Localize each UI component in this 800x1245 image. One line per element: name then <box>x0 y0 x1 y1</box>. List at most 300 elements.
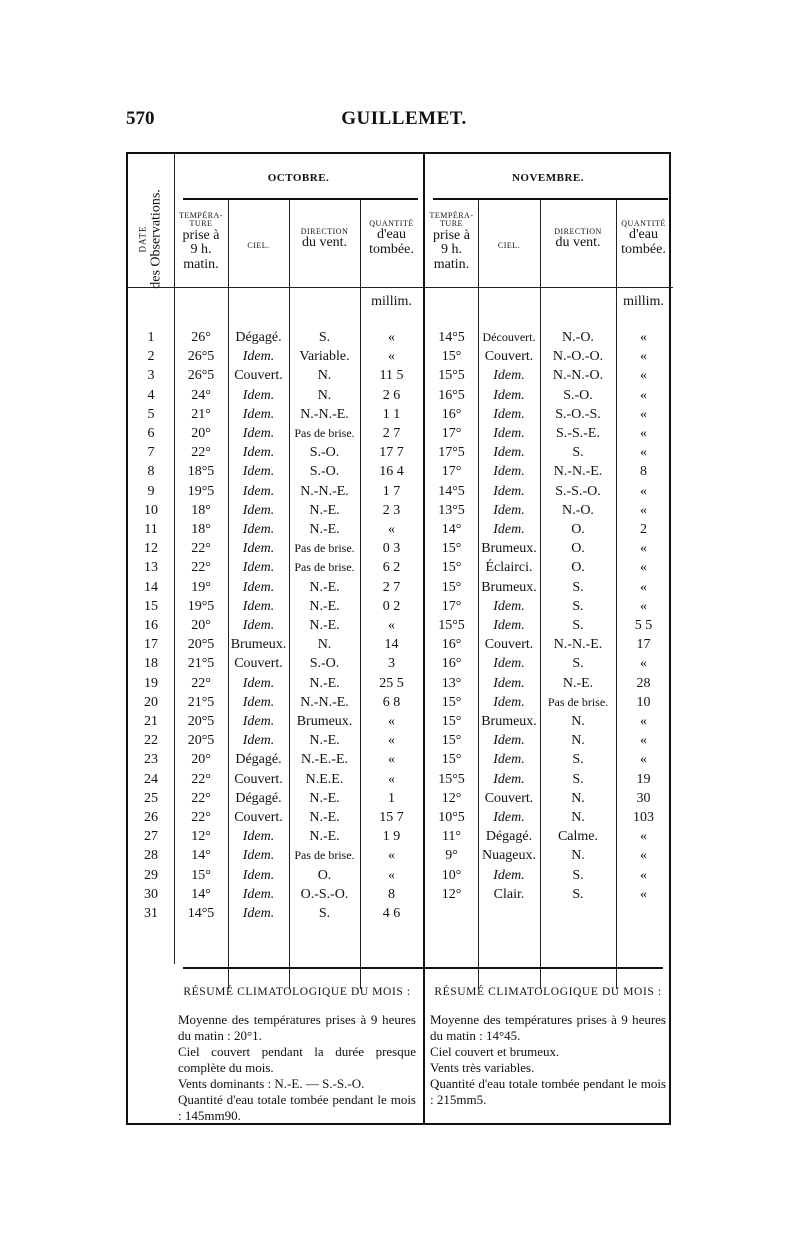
oct-wind-cell: S.-O. <box>309 656 340 672</box>
nov-temp-cell: 15° <box>441 560 462 576</box>
nov-temp-header <box>425 212 478 273</box>
day-cell: 25 <box>144 790 158 806</box>
nov-sky-cell: Couvert. <box>484 349 534 365</box>
oct-rain-cell: 0 2 <box>382 598 401 614</box>
nov-sky-cell: Idem. <box>493 598 525 614</box>
nov-wind-cell: S. <box>572 656 584 672</box>
nov-sky-cell: Idem. <box>493 752 525 768</box>
day-cell: 7 <box>147 445 155 461</box>
nov-rain-cell: 8 <box>640 464 647 480</box>
oct-sky-cell: Idem. <box>242 733 275 749</box>
nov-dir-nm: du vent. <box>555 235 601 251</box>
nov-wind-cell: O. <box>571 560 585 576</box>
day-cell: 2 <box>147 349 155 365</box>
oct-rain-cell: « <box>388 618 395 633</box>
nov-wind-cell: N.-N.-E. <box>553 464 603 480</box>
oct-temp-cell: 22° <box>191 445 211 461</box>
table-row <box>128 349 673 369</box>
oct-temp-cell: 22° <box>191 790 211 806</box>
nov-sky-cell: Découvert. <box>482 330 536 344</box>
day-cell: 23 <box>144 752 158 768</box>
oct-wind-cell: S.-O. <box>309 445 340 461</box>
oct-sky-cell: Idem. <box>242 445 275 461</box>
nov-temp-cell: 15°5 <box>438 771 465 787</box>
nov-sky-cell: Idem. <box>493 445 525 461</box>
resume-november-title: RÉSUMÉ CLIMATOLOGIQUE DU MOIS : <box>434 986 662 998</box>
table-row <box>128 484 673 504</box>
nov-rain-cell: « <box>640 426 647 441</box>
oct-rain-cell: 2 3 <box>382 502 401 518</box>
oct-sky-cell: Idem. <box>242 714 275 729</box>
oct-wind-cell: N.E.E. <box>305 771 344 787</box>
nov-wind-cell: N. <box>571 810 585 825</box>
oct-temp-cell: 26°5 <box>187 368 215 384</box>
nov-temp-cell: 12° <box>441 790 462 806</box>
oct-rain-cell: 25 5 <box>379 675 404 691</box>
nov-rain-cell: « <box>640 541 647 557</box>
oct-temp-cell: 18°5 <box>187 464 215 480</box>
table-row <box>128 887 673 907</box>
nov-temp-cell: 15°5 <box>438 368 465 384</box>
oct-temp-sc2: TURE <box>189 219 213 229</box>
nov-sky-cell: Dégagé. <box>485 829 533 845</box>
nov-temp-cell: 17° <box>441 426 462 441</box>
oct-sky-cell: Idem. <box>242 522 275 537</box>
oct-dir-nm: du vent. <box>301 235 348 251</box>
date-header <box>136 174 166 304</box>
oct-sky-cell: Idem. <box>242 406 275 422</box>
nov-rain-cell: « <box>640 349 647 365</box>
nov-rain-cell: « <box>640 368 647 384</box>
oct-wind-cell: Pas de brise. <box>294 541 355 556</box>
table-row <box>128 868 673 888</box>
day-cell: 19 <box>144 675 158 691</box>
nov-temp-cell: 16° <box>441 637 462 653</box>
table-row <box>128 829 673 849</box>
nov-wind-cell: S. <box>572 886 584 902</box>
oct-temp-cell: 14°5 <box>187 906 215 921</box>
nov-temp-cell: 13° <box>441 675 462 691</box>
oct-temp-cell: 19°5 <box>187 483 215 499</box>
nov-sky-cell: Couvert. <box>484 790 534 806</box>
nov-rain-cell: « <box>640 483 647 499</box>
nov-sky-cell: Idem. <box>493 426 525 441</box>
nov-rain-cell: « <box>640 598 647 614</box>
nov-rain-cell: 28 <box>636 675 651 691</box>
oct-sky-cell: Idem. <box>242 886 275 902</box>
oct-sky-cell: Idem. <box>242 464 275 480</box>
day-cell: 1 <box>147 330 155 345</box>
oct-rain-cell: 1 1 <box>382 406 401 422</box>
nov-rain-cell: « <box>640 848 647 864</box>
oct-temp-cell: 20°5 <box>187 733 215 749</box>
resume-november-line: Vents très variables. <box>430 1060 535 1075</box>
observation-table <box>126 152 671 1125</box>
nov-wind-cell: N.-N.-O. <box>552 368 604 384</box>
nov-wind-cell: S.-S.-O. <box>555 483 601 499</box>
oct-temp-cell: 19° <box>191 579 211 595</box>
oct-wind-cell: N.-E. <box>309 618 340 633</box>
oct-rain-cell: 3 <box>388 656 395 672</box>
nov-wind-cell: O. <box>571 522 585 537</box>
day-cell: 14 <box>144 579 158 595</box>
nov-sky-cell: Nuageux. <box>481 848 537 864</box>
oct-sky-cell: Idem. <box>242 502 275 518</box>
oct-temp-header <box>174 212 228 273</box>
nov-rain-cell: 10 <box>636 694 651 710</box>
oct-ciel-header <box>228 242 289 250</box>
day-cell: 6 <box>147 426 155 441</box>
nov-rain-cell: « <box>640 829 647 845</box>
rule-nov-header <box>433 198 668 200</box>
nov-temp-cell: 15° <box>441 694 462 710</box>
nov-wind-cell: S. <box>572 579 584 595</box>
table-row <box>128 388 673 408</box>
nov-wind-cell: N. <box>571 848 585 864</box>
oct-temp-cell: 26° <box>191 330 211 345</box>
oct-temp-cell: 12° <box>191 829 211 845</box>
nov-sky-cell: Idem. <box>493 483 525 499</box>
oct-temp-cell: 24° <box>191 387 211 403</box>
table-row <box>128 752 673 772</box>
oct-wind-cell: N.-N.-E. <box>300 483 349 499</box>
resume-november <box>430 984 666 1108</box>
nov-sky-cell: Couvert. <box>484 637 534 653</box>
resume-october <box>178 984 416 1124</box>
oct-temp-sc1: TEMPÉRA- <box>179 211 223 220</box>
oct-temp-nm: prise à 9 h. matin. <box>182 227 220 273</box>
day-cell: 27 <box>144 829 158 845</box>
nov-sky-cell: Idem. <box>493 771 525 787</box>
oct-wind-cell: Pas de brise. <box>294 426 355 440</box>
nov-temp-cell: 17° <box>441 598 462 614</box>
oct-rain-cell: 14 <box>384 637 399 653</box>
oct-wind-cell: N.-E. <box>309 598 340 614</box>
oct-qty-unit: millim. <box>371 294 412 309</box>
oct-wind-cell: S. <box>318 330 331 345</box>
oct-rain-cell: 0 3 <box>382 541 401 557</box>
resume-october-line: Vents dominants : N.-E. — S.-S.-O. <box>178 1076 365 1091</box>
oct-rain-cell: 16 4 <box>379 464 404 480</box>
oct-wind-cell: O. <box>317 867 332 883</box>
nov-rain-cell: « <box>640 579 647 595</box>
oct-wind-cell: S. <box>318 906 331 921</box>
nov-wind-cell: S. <box>572 752 584 768</box>
oct-wind-cell: N. <box>317 387 332 403</box>
date-header-line2: des Observations. <box>148 189 164 289</box>
nov-wind-cell: S.-S.-E. <box>556 426 600 441</box>
nov-temp-cell: 10° <box>441 867 462 883</box>
oct-temp-cell: 15° <box>191 867 211 883</box>
oct-rain-cell: « <box>388 867 395 883</box>
oct-dir-sc: DIRECTION <box>300 227 349 236</box>
day-cell: 31 <box>144 906 158 921</box>
oct-wind-cell: N.-N.-E. <box>300 406 349 422</box>
oct-sky-cell: Dégagé. <box>235 752 282 768</box>
oct-rain-cell: « <box>388 522 395 537</box>
nov-sky-cell: Idem. <box>493 733 525 749</box>
nov-sky-cell: Brumeux. <box>481 579 537 595</box>
nov-rain-cell: 30 <box>636 790 651 806</box>
oct-rain-cell: 15 7 <box>379 810 404 825</box>
table-row <box>128 791 673 811</box>
nov-temp-cell: 15°5 <box>438 618 465 633</box>
oct-temp-cell: 21°5 <box>187 656 215 672</box>
table-row <box>128 695 673 715</box>
nov-wind-cell: S. <box>572 445 584 461</box>
oct-rain-cell: « <box>388 752 395 768</box>
oct-wind-cell: N.-E.-E. <box>300 752 349 768</box>
day-cell: 12 <box>144 541 158 557</box>
oct-temp-cell: 20° <box>191 618 211 633</box>
nov-qty-header <box>616 220 671 258</box>
oct-temp-cell: 22° <box>191 675 211 691</box>
rule-oct-header <box>183 198 418 200</box>
nov-dir-sc: DIRECTION <box>554 227 602 236</box>
table-row <box>128 618 673 638</box>
oct-sky-cell: Idem. <box>242 906 275 921</box>
oct-rain-cell: 6 8 <box>382 694 401 710</box>
nov-wind-cell: O. <box>571 541 585 557</box>
day-cell: 3 <box>147 368 155 384</box>
day-cell: 21 <box>144 714 158 729</box>
oct-rain-cell: 1 9 <box>382 829 401 845</box>
nov-temp-cell: 17° <box>441 464 462 480</box>
oct-dir-header <box>289 228 360 251</box>
nov-wind-cell: S. <box>572 771 584 787</box>
day-cell: 18 <box>144 656 158 672</box>
nov-temp-nm: prise à 9 h. matin. <box>433 227 470 273</box>
nov-rain-cell: « <box>640 387 647 403</box>
oct-sky-cell: Idem. <box>242 867 275 883</box>
nov-wind-cell: S. <box>572 867 584 883</box>
oct-wind-cell: N. <box>317 368 332 384</box>
nov-rain-cell: « <box>640 406 647 422</box>
oct-sky-cell: Couvert. <box>234 656 283 672</box>
oct-rain-cell: 1 <box>388 790 395 806</box>
oct-temp-cell: 21° <box>191 406 211 422</box>
oct-temp-cell: 20° <box>191 426 211 441</box>
oct-rain-cell: 1 7 <box>382 483 401 499</box>
oct-sky-cell: Idem. <box>242 694 275 710</box>
oct-wind-cell: N.-E. <box>309 675 340 691</box>
nov-temp-cell: 9° <box>445 848 458 864</box>
oct-sky-cell: Idem. <box>242 579 275 595</box>
nov-dir-header <box>540 228 616 251</box>
oct-sky-cell: Idem. <box>242 560 275 576</box>
oct-qty-sc: QUANTITÉ <box>369 219 414 228</box>
nov-wind-cell: S.-O. <box>563 387 593 403</box>
day-cell: 24 <box>144 771 158 787</box>
nov-rain-cell: « <box>640 560 647 576</box>
oct-wind-cell: N.-N.-E. <box>300 694 349 710</box>
nov-qty-unit: millim. <box>623 294 664 309</box>
nov-ciel-sc: CIEL. <box>497 241 521 250</box>
nov-temp-cell: 15° <box>441 752 462 768</box>
oct-wind-cell: N.-E. <box>309 810 340 825</box>
nov-rain-cell: « <box>640 752 647 768</box>
day-cell: 5 <box>147 406 155 422</box>
nov-qty-sc: QUANTITÉ <box>621 219 666 228</box>
oct-temp-cell: 20°5 <box>187 637 215 653</box>
nov-temp-cell: 15° <box>441 733 462 749</box>
nov-wind-cell: S.-O.-S. <box>555 406 601 422</box>
oct-wind-cell: O.-S.-O. <box>300 886 349 902</box>
resume-october-line: Quantité d'eau totale tombée pendant le mois : 145mm90. <box>178 1092 416 1123</box>
nov-rain-cell: « <box>640 656 647 672</box>
day-cell: 28 <box>144 848 158 864</box>
oct-wind-cell: N.-E. <box>309 733 340 749</box>
nov-temp-cell: 15° <box>441 349 462 365</box>
resume-october-line: Moyenne des températures prises à 9 heures du matin : 20°1. <box>178 1012 416 1043</box>
oct-temp-cell: 22° <box>191 541 211 557</box>
running-head <box>126 108 682 138</box>
nov-rain-cell: « <box>640 502 647 518</box>
table-row <box>128 368 673 388</box>
nov-rain-cell: 2 <box>640 522 647 537</box>
nov-temp-cell: 15° <box>441 541 462 557</box>
nov-wind-cell: N.-O. <box>562 502 594 518</box>
oct-sky-cell: Dégagé. <box>235 330 282 345</box>
oct-sky-cell: Idem. <box>242 675 275 691</box>
resume-november-line: Moyenne des températures prises à 9 heures du matin : 14°45. <box>430 1012 666 1043</box>
nov-temp-cell: 14°5 <box>438 330 465 345</box>
oct-rain-cell: « <box>388 848 395 864</box>
oct-temp-cell: 20° <box>191 752 211 768</box>
day-cell: 13 <box>144 560 158 576</box>
oct-rain-cell: 2 7 <box>382 426 401 441</box>
table-row <box>128 810 673 830</box>
resume-october-line: Ciel couvert pendant la durée presque complète du mois. <box>178 1044 416 1075</box>
table-row <box>128 599 673 619</box>
table-row <box>128 426 673 446</box>
oct-temp-cell: 22° <box>191 810 211 825</box>
table-row <box>128 503 673 523</box>
nov-temp-cell: 15° <box>441 579 462 595</box>
nov-rain-cell: 5 5 <box>634 618 653 633</box>
oct-rain-cell: 11 5 <box>379 368 404 384</box>
nov-temp-cell: 15° <box>441 714 462 729</box>
oct-temp-cell: 19°5 <box>187 598 215 614</box>
nov-sky-cell: Idem. <box>493 618 525 633</box>
day-cell: 15 <box>144 598 158 614</box>
oct-temp-cell: 21°5 <box>187 694 215 710</box>
oct-sky-cell: Idem. <box>242 349 275 365</box>
oct-wind-cell: N.-E. <box>309 502 340 518</box>
table-row <box>128 714 673 734</box>
oct-temp-cell: 20°5 <box>187 714 215 729</box>
oct-sky-cell: Brumeux. <box>230 637 287 653</box>
nov-rain-cell: 17 <box>636 637 651 653</box>
oct-rain-cell: « <box>388 349 395 365</box>
table-row <box>128 560 673 580</box>
nov-temp-cell: 14°5 <box>438 483 465 499</box>
nov-wind-cell: Pas de brise. <box>547 694 609 709</box>
nov-sky-cell: Idem. <box>493 502 525 518</box>
oct-rain-cell: 2 7 <box>382 579 401 595</box>
day-cell: 11 <box>144 522 158 537</box>
table-row <box>128 541 673 561</box>
oct-wind-cell: Variable. <box>299 349 350 365</box>
oct-sky-cell: Idem. <box>242 483 275 499</box>
table-row <box>128 522 673 542</box>
oct-wind-cell: Pas de brise. <box>294 560 355 575</box>
oct-wind-cell: N.-E. <box>309 522 340 537</box>
day-cell: 4 <box>147 387 155 403</box>
oct-sky-cell: Idem. <box>242 829 275 845</box>
table-row <box>128 676 673 696</box>
oct-sky-cell: Couvert. <box>234 368 283 384</box>
table-row <box>128 637 673 657</box>
oct-sky-cell: Couvert. <box>234 771 283 787</box>
oct-ciel-sc: CIEL. <box>247 241 270 250</box>
resume-november-line: Quantité d'eau totale tombée pendant le mois : 215mm5. <box>430 1076 666 1107</box>
oct-rain-cell: « <box>388 733 395 749</box>
oct-sky-cell: Couvert. <box>234 810 283 825</box>
nov-temp-cell: 14° <box>441 522 462 537</box>
oct-temp-cell: 14° <box>191 886 211 902</box>
day-cell: 8 <box>147 464 155 480</box>
rule-subheader <box>128 287 673 288</box>
nov-temp-cell: 11° <box>441 829 462 845</box>
nov-temp-sc2: TURE <box>440 219 463 229</box>
nov-sky-cell: Idem. <box>493 694 525 710</box>
nov-rain-cell: « <box>640 714 647 729</box>
table-row <box>128 906 673 926</box>
nov-sky-cell: Idem. <box>493 406 525 422</box>
nov-temp-cell: 16° <box>441 406 462 422</box>
nov-sky-cell: Clair. <box>493 886 525 902</box>
oct-rain-cell: « <box>388 330 395 345</box>
oct-rain-cell: « <box>388 771 395 787</box>
nov-temp-cell: 13°5 <box>438 502 465 518</box>
oct-sky-cell: Idem. <box>242 598 275 614</box>
oct-wind-cell: N.-E. <box>309 829 340 845</box>
day-cell: 10 <box>144 502 158 518</box>
rule-resume-top <box>183 967 663 969</box>
nov-wind-cell: S. <box>572 598 584 614</box>
oct-sky-cell: Dégagé. <box>235 790 282 806</box>
nov-rain-cell: 103 <box>633 810 654 825</box>
oct-sky-cell: Idem. <box>242 426 275 441</box>
table-row <box>128 464 673 484</box>
oct-temp-cell: 18° <box>191 522 211 537</box>
oct-rain-cell: 4 6 <box>382 906 401 921</box>
resume-october-title: RÉSUMÉ CLIMATOLOGIQUE DU MOIS : <box>183 986 411 998</box>
nov-temp-cell: 12° <box>441 886 462 902</box>
table-row <box>128 580 673 600</box>
nov-rain-cell: « <box>640 886 647 902</box>
nov-sky-cell: Idem. <box>493 867 525 883</box>
nov-temp-cell: 16°5 <box>438 387 465 403</box>
table-row <box>128 848 673 868</box>
nov-wind-cell: Calme. <box>557 829 599 845</box>
nov-ciel-header <box>478 242 540 250</box>
nov-rain-cell: « <box>640 867 647 883</box>
nov-wind-cell: N. <box>571 714 585 729</box>
day-cell: 30 <box>144 886 158 902</box>
nov-sky-cell: Brumeux. <box>481 714 537 729</box>
resume-november-line: Ciel couvert et brumeux. <box>430 1044 560 1059</box>
day-cell: 9 <box>147 483 155 499</box>
day-cell: 16 <box>144 618 158 633</box>
nov-wind-cell: N. <box>571 733 585 749</box>
nov-sky-cell: Idem. <box>493 387 525 403</box>
day-cell: 17 <box>144 637 158 653</box>
oct-rain-cell: « <box>388 714 395 729</box>
nov-wind-cell: N.-O. <box>562 330 594 345</box>
oct-wind-cell: N.-E. <box>309 579 340 595</box>
